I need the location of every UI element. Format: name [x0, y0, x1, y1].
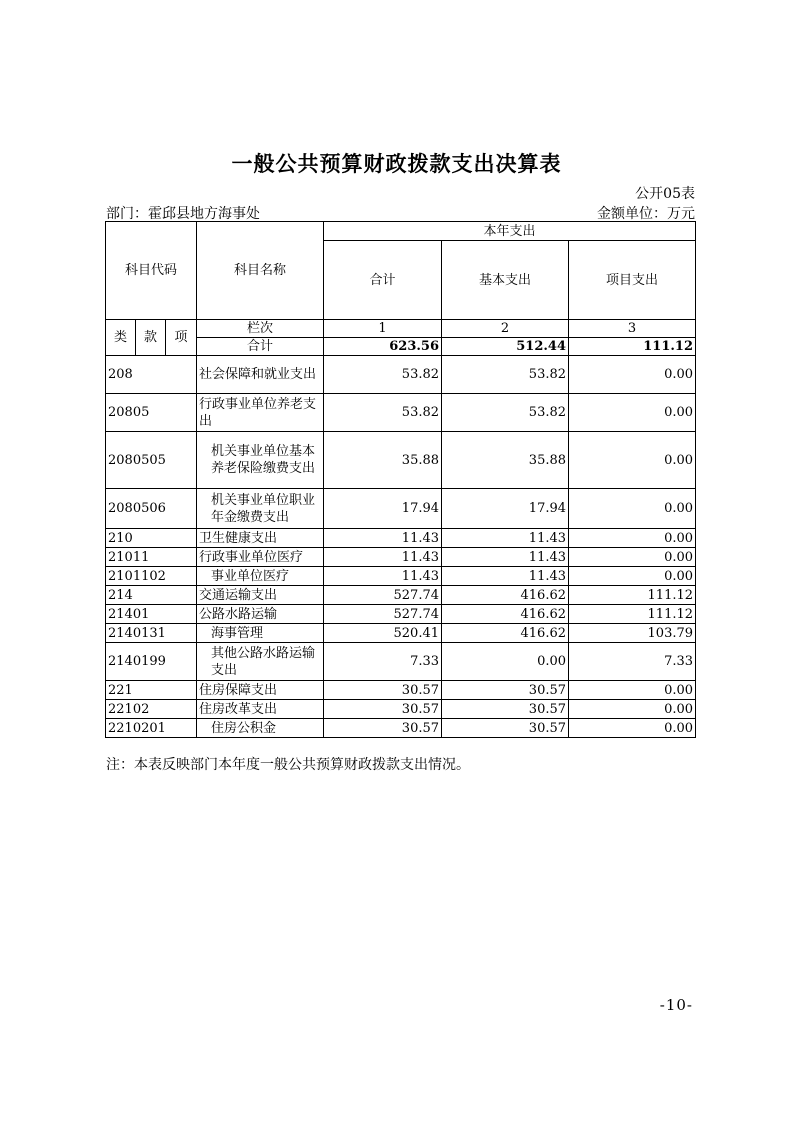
row-code: 214 [106, 586, 197, 605]
row-name: 行政事业单位医疗 [197, 548, 324, 567]
sum-total: 623.56 [324, 338, 442, 356]
table-row [106, 643, 696, 681]
header-kuan: 款 [136, 320, 166, 356]
table-row [106, 605, 696, 624]
row-basic: 53.82 [442, 356, 569, 394]
row-code: 2140199 [106, 643, 197, 681]
table-row [106, 624, 696, 643]
row-basic: 17.94 [442, 489, 569, 529]
row-name: 海事管理 [197, 624, 324, 643]
row-total: 53.82 [324, 356, 442, 394]
table-note: 注：本表反映部门本年度一般公共预算财政拨款支出情况。 [106, 757, 470, 773]
table-row [106, 700, 696, 719]
table-row [106, 586, 696, 605]
row-code: 21011 [106, 548, 197, 567]
page-title: 一般公共预算财政拨款支出决算表 [231, 152, 562, 176]
row-project: 0.00 [569, 700, 696, 719]
row-basic: 11.43 [442, 567, 569, 586]
header-name: 科目名称 [197, 222, 324, 320]
row-project: 7.33 [569, 643, 696, 681]
row-project: 0.00 [569, 529, 696, 548]
table-row [106, 681, 696, 700]
row-total: 17.94 [324, 489, 442, 529]
row-code: 2210201 [106, 719, 197, 738]
row-basic: 416.62 [442, 624, 569, 643]
table-row [106, 567, 696, 586]
header-xiang: 项 [166, 320, 197, 356]
header-code: 科目代码 [106, 222, 197, 320]
sum-basic: 512.44 [442, 338, 569, 356]
table-row [106, 394, 696, 432]
row-code: 22102 [106, 700, 197, 719]
row-code: 2101102 [106, 567, 197, 586]
expenditure-table [105, 221, 696, 738]
header-col-2: 2 [442, 320, 569, 338]
row-name: 交通运输支出 [197, 586, 324, 605]
department-label: 部门：霍邱县地方海事处 [106, 206, 260, 222]
row-basic: 30.57 [442, 700, 569, 719]
row-total: 35.88 [324, 432, 442, 489]
row-code: 210 [106, 529, 197, 548]
row-basic: 35.88 [442, 432, 569, 489]
row-total: 520.41 [324, 624, 442, 643]
header-col-1: 1 [324, 320, 442, 338]
row-basic: 53.82 [442, 394, 569, 432]
unit-label: 金额单位：万元 [597, 206, 695, 222]
row-total: 11.43 [324, 567, 442, 586]
table-row [106, 356, 696, 394]
sum-project: 111.12 [569, 338, 696, 356]
row-project: 111.12 [569, 586, 696, 605]
row-project: 0.00 [569, 432, 696, 489]
row-name: 卫生健康支出 [197, 529, 324, 548]
row-project: 0.00 [569, 548, 696, 567]
header-project: 项目支出 [569, 241, 696, 320]
row-basic: 416.62 [442, 605, 569, 624]
row-project: 0.00 [569, 567, 696, 586]
row-basic: 416.62 [442, 586, 569, 605]
table-row [106, 432, 696, 489]
header-total: 合计 [324, 241, 442, 320]
row-total: 30.57 [324, 700, 442, 719]
sum-label: 合计 [197, 338, 324, 356]
row-project: 111.12 [569, 605, 696, 624]
row-basic: 30.57 [442, 719, 569, 738]
row-project: 0.00 [569, 719, 696, 738]
header-current-year: 本年支出 [324, 222, 696, 241]
row-project: 103.79 [569, 624, 696, 643]
row-basic: 11.43 [442, 548, 569, 567]
row-code: 20805 [106, 394, 197, 432]
header-column-label: 栏次 [197, 320, 324, 338]
row-basic: 11.43 [442, 529, 569, 548]
form-number: 公开05表 [635, 186, 695, 202]
row-code: 208 [106, 356, 197, 394]
row-name: 社会保障和就业支出 [197, 356, 324, 394]
header-basic: 基本支出 [442, 241, 569, 320]
row-total: 11.43 [324, 548, 442, 567]
table-row [106, 548, 696, 567]
row-project: 0.00 [569, 489, 696, 529]
row-code: 2080505 [106, 432, 197, 489]
header-col-3: 3 [569, 320, 696, 338]
row-total: 7.33 [324, 643, 442, 681]
row-total: 527.74 [324, 605, 442, 624]
row-project: 0.00 [569, 356, 696, 394]
row-total: 30.57 [324, 719, 442, 738]
row-name: 其他公路水路运输支出 [197, 643, 324, 681]
row-name: 事业单位医疗 [197, 567, 324, 586]
row-name: 机关事业单位职业年金缴费支出 [197, 489, 324, 529]
row-name: 住房保障支出 [197, 681, 324, 700]
row-name: 行政事业单位养老支出 [197, 394, 324, 432]
row-total: 53.82 [324, 394, 442, 432]
row-name: 机关事业单位基本养老保险缴费支出 [197, 432, 324, 489]
row-name: 公路水路运输 [197, 605, 324, 624]
row-basic: 0.00 [442, 643, 569, 681]
row-code: 2080506 [106, 489, 197, 529]
table-row [106, 489, 696, 529]
table-row [106, 529, 696, 548]
row-name: 住房公积金 [197, 719, 324, 738]
row-project: 0.00 [569, 681, 696, 700]
row-code: 2140131 [106, 624, 197, 643]
row-total: 527.74 [324, 586, 442, 605]
row-code: 221 [106, 681, 197, 700]
row-basic: 30.57 [442, 681, 569, 700]
row-project: 0.00 [569, 394, 696, 432]
header-lei: 类 [106, 320, 136, 356]
page-number: -10- [659, 996, 693, 1014]
row-name: 住房改革支出 [197, 700, 324, 719]
row-total: 30.57 [324, 681, 442, 700]
row-total: 11.43 [324, 529, 442, 548]
row-code: 21401 [106, 605, 197, 624]
table-row [106, 719, 696, 738]
